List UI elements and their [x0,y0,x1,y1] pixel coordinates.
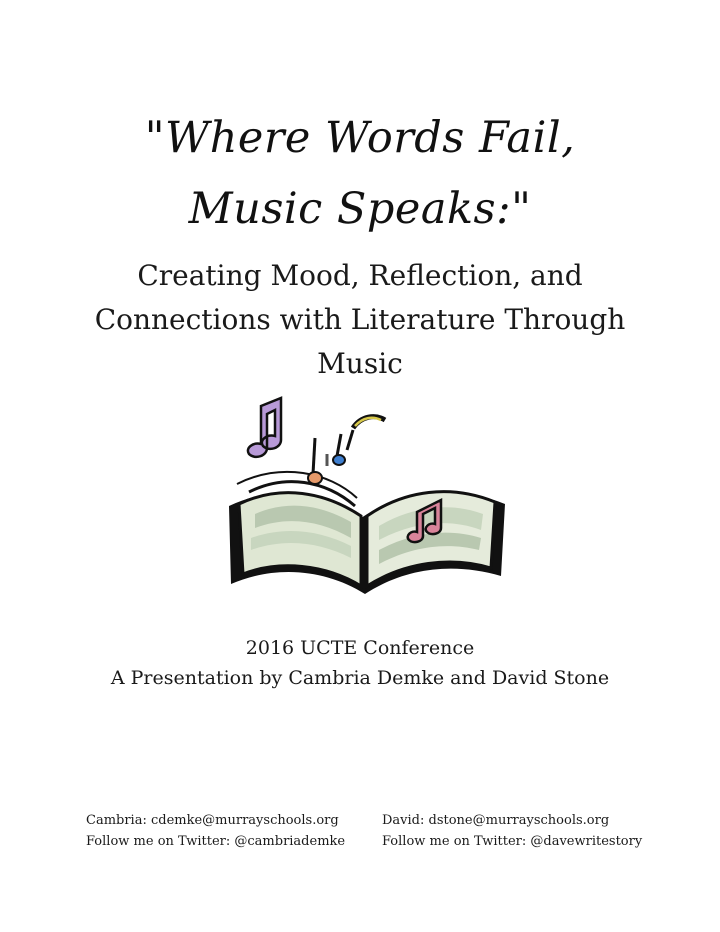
purple-note [248,398,281,457]
subtitle-line-3: Music [317,347,403,380]
david-twitter: Follow me on Twitter: @davewritestory [382,834,643,849]
title-line-1: "Where Words Fail, [144,113,576,163]
contact-david [382,810,642,852]
title-line-2: Music Speaks:" [188,184,532,234]
conference-name: 2016 UCTE Conference [245,637,475,659]
subtitle-line-1: Creating Mood, Reflection, and [137,259,583,292]
david-email: David: dstone@murrayschools.org [382,813,610,828]
contact-cambria [86,810,345,852]
presenters-line: A Presentation by Cambria Demke and David Stone [110,667,610,689]
orange-note-stem [313,438,315,474]
cambria-twitter: Follow me on Twitter: @cambriademke [86,834,346,849]
orange-note-head [308,472,322,484]
subtitle-line-2: Connections with Literature Through [94,303,626,336]
open-book-music-notes-icon [215,388,515,620]
blue-note-head [333,455,345,465]
blue-note-stem [337,434,341,456]
cambria-email: Cambria: cdemke@murrayschools.org [86,813,339,828]
yellow-note-stem [347,430,353,450]
